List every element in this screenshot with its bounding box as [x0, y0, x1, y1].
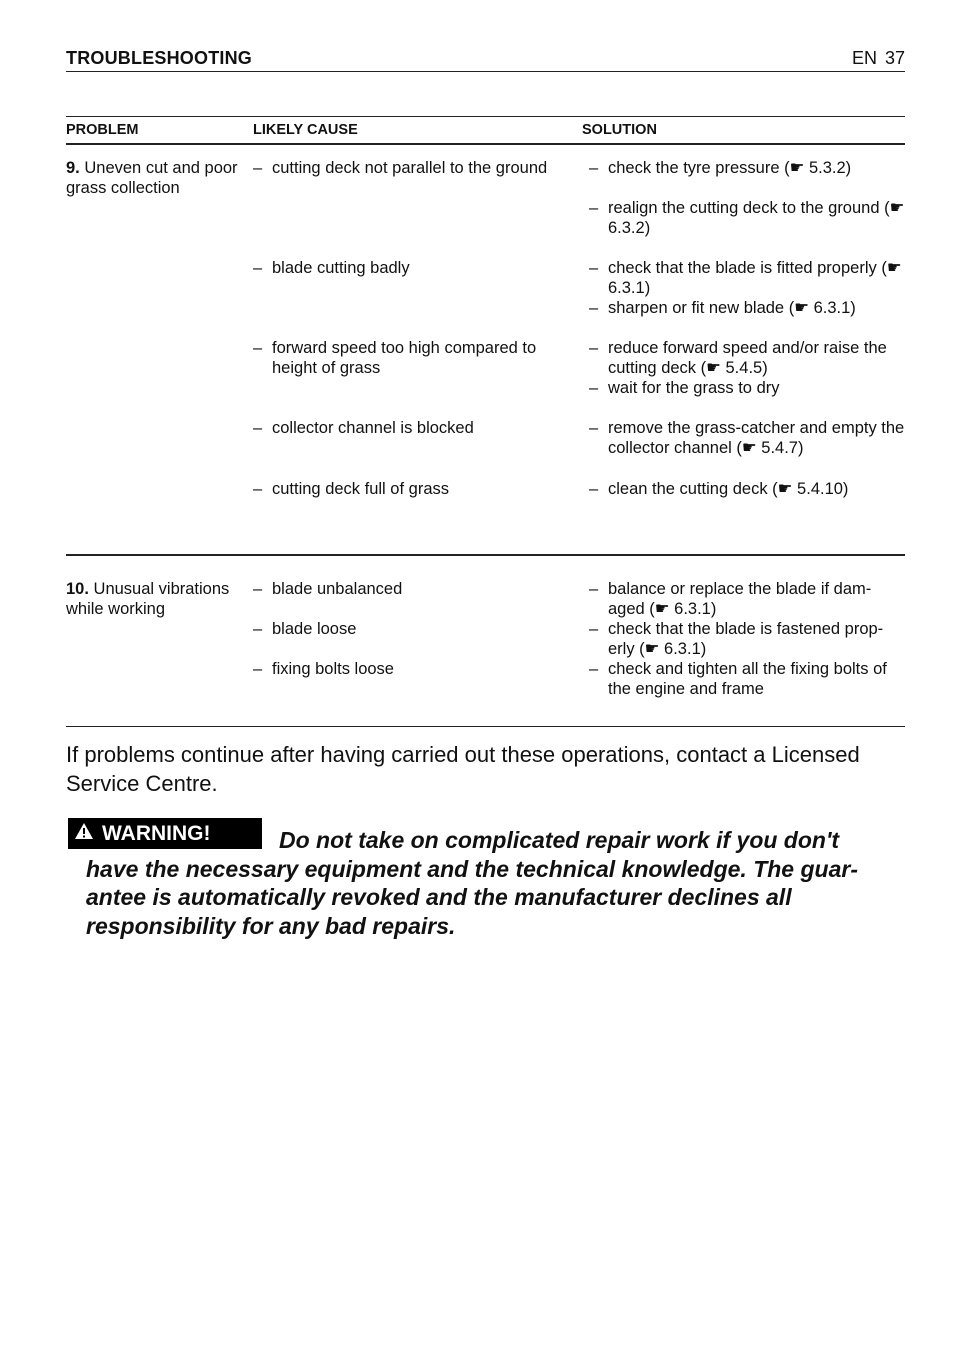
language-code: EN: [851, 48, 877, 68]
cause-item: – blade loose: [253, 620, 357, 638]
page-header: [66, 46, 905, 72]
row-separator: [66, 554, 905, 556]
cause-item: – cutting deck not parallel to the ground: [253, 159, 548, 177]
col-header-cause: LIKELY CAUSE: [253, 122, 358, 138]
section-title: TROUBLESHOOTING: [66, 48, 252, 68]
problem-10: [66, 579, 246, 619]
cause-item: – blade cutting badly: [253, 259, 410, 277]
warning-text: [86, 826, 906, 940]
solution-item: – clean the cutting deck (☛ 5.4.10): [589, 480, 849, 498]
warning-line-rest: have the necessary equipment and the technical knowledge. The guar-antee is automatically revoked and the manufacturer declines all responsibility for any bad repairs.: [86, 855, 858, 939]
problem-9: [66, 158, 246, 198]
warning-line-1: Do not take on complicated repair work if you don't: [279, 827, 840, 853]
cause-item: – cutting deck full of grass: [253, 480, 450, 498]
warning-label: WARNING!: [102, 821, 211, 845]
table-top-rule: [66, 116, 905, 117]
solution-item: – realign the cutting deck to the ground (☛ 6.3.2): [589, 199, 905, 237]
col-header-problem: PROBLEM: [66, 122, 139, 138]
solution-item: – remove the grass-catcher and empty the collector channel (☛ 5.4.7): [589, 419, 905, 457]
solution-item: – sharpen or fit new blade (☛ 6.3.1): [589, 299, 856, 317]
solution-item: – balance or replace the blade if dam-aged (☛ 6.3.1): [589, 580, 872, 618]
cause-item: – collector channel is blocked: [253, 419, 474, 437]
table-header-rule: [66, 143, 905, 145]
cause-item: – fixing bolts loose: [253, 660, 394, 678]
solution-item: – check that the blade is fitted properly (☛ 6.3.1): [589, 259, 902, 297]
problem-number: 9.: [66, 159, 80, 177]
col-header-solution: SOLUTION: [582, 122, 657, 138]
solution-item: – check and tighten all the fixing bolts of the engine and frame: [589, 660, 887, 698]
closing-paragraph: If problems continue after having carried out these operations, contact a Licensed Service Centre.: [66, 742, 860, 796]
solution-item: – reduce forward speed and/or raise the cutting deck (☛ 5.4.5): [589, 339, 887, 377]
solution-item: – check that the blade is fastened prop-erly (☛ 6.3.1): [589, 620, 884, 658]
solution-item: – check the tyre pressure (☛ 5.3.2): [589, 159, 852, 177]
solution-item: – wait for the grass to dry: [589, 379, 780, 397]
table-bottom-rule: [66, 726, 905, 727]
problem-text: Unusual vibrations while working: [66, 580, 230, 618]
page-number: [844, 48, 905, 69]
cause-item: – forward speed too high compared to height of grass: [253, 339, 537, 377]
problem-text: Uneven cut and poor grass collection: [66, 159, 238, 197]
page-num: 37: [884, 48, 905, 68]
problem-number: 10.: [66, 580, 89, 598]
cause-item: – blade unbalanced: [253, 580, 403, 598]
